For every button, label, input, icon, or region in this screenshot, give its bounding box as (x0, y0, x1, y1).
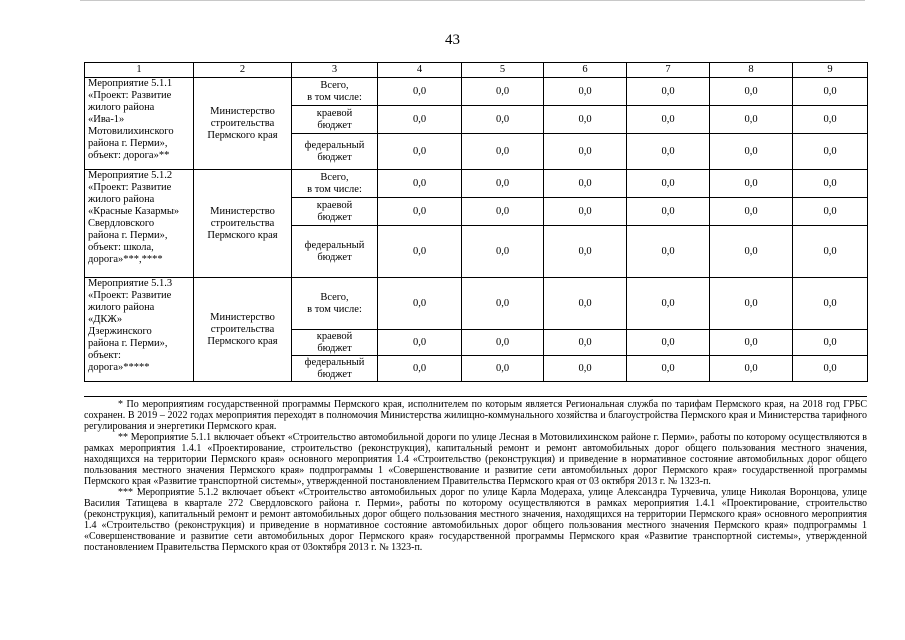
measure-name-line: жилого района (88, 194, 155, 205)
measure-name-line: жилого района (88, 302, 155, 313)
measure-name-line: объект: дорога»** (88, 150, 170, 161)
value-cell: 0,0 (544, 226, 627, 278)
value-cell: 0,0 (462, 106, 544, 134)
value-cell: 0,0 (462, 78, 544, 106)
funding-source-line: бюджет (317, 211, 352, 223)
funding-source-cell (292, 106, 378, 134)
column-header: 2 (194, 63, 292, 78)
value-cell: 0,0 (710, 278, 793, 330)
value-cell: 0,0 (462, 134, 544, 170)
value-cell: 0,0 (627, 198, 710, 226)
funding-source-line: в том числе: (307, 183, 362, 195)
funding-source-cell (292, 226, 378, 278)
funding-source-line: бюджет (317, 251, 352, 263)
footnotes-divider (84, 396, 867, 397)
measure-name-line: объект: (88, 350, 121, 361)
funding-source-cell (292, 198, 378, 226)
value-cell: 0,0 (462, 226, 544, 278)
executor-line: строительства (210, 323, 275, 335)
measure-name-line: Мероприятие 5.1.3 (88, 278, 173, 289)
value-cell: 0,0 (544, 78, 627, 106)
measure-name-line: «Проект: Развитие (88, 182, 172, 193)
funding-source-line: в том числе: (307, 303, 362, 315)
value-cell: 0,0 (378, 278, 462, 330)
measure-name-line: «ДКЖ» (88, 314, 123, 325)
funding-source-cell (292, 278, 378, 330)
executor-line: Пермского края (207, 129, 278, 141)
value-cell: 0,0 (378, 134, 462, 170)
value-cell: 0,0 (544, 170, 627, 198)
funding-source-cell (292, 78, 378, 106)
column-header: 4 (378, 63, 462, 78)
funding-source-line: Всего, (320, 291, 349, 303)
measure-name-line: дорога»***,**** (88, 254, 163, 265)
executor-line: Пермского края (207, 229, 278, 241)
value-cell: 0,0 (710, 330, 793, 356)
value-cell: 0,0 (627, 134, 710, 170)
funding-source-cell (292, 134, 378, 170)
measure-name-line: «Красные Казармы» (88, 206, 180, 217)
footnotes (84, 399, 867, 553)
measure-name-line: Мероприятие 5.1.2 (88, 170, 173, 181)
table-row (85, 170, 868, 198)
value-cell: 0,0 (793, 330, 868, 356)
column-header: 8 (710, 63, 793, 78)
measure-name-line: Дзержинского (88, 326, 152, 337)
measure-name-line: объект: школа, (88, 242, 154, 253)
column-header: 7 (627, 63, 710, 78)
value-cell: 0,0 (544, 356, 627, 382)
value-cell: 0,0 (378, 170, 462, 198)
value-cell: 0,0 (627, 106, 710, 134)
column-header: 9 (793, 63, 868, 78)
value-cell: 0,0 (710, 134, 793, 170)
measure-name-cell (85, 278, 194, 382)
funding-source-line: федеральный (304, 356, 365, 368)
value-cell: 0,0 (627, 356, 710, 382)
value-cell: 0,0 (462, 278, 544, 330)
funding-source-line: бюджет (317, 119, 352, 131)
value-cell: 0,0 (710, 356, 793, 382)
measure-name-line: района г. Перми», (88, 338, 168, 349)
executor-line: Министерство (210, 205, 275, 217)
table-row (85, 278, 868, 330)
measure-name-line: Мотовилихинского (88, 126, 174, 137)
column-header: 3 (292, 63, 378, 78)
measure-name-line: «Проект: Развитие (88, 90, 172, 101)
value-cell: 0,0 (462, 356, 544, 382)
top-border-line (80, 0, 865, 1)
value-cell: 0,0 (544, 134, 627, 170)
value-cell: 0,0 (793, 278, 868, 330)
value-cell: 0,0 (544, 106, 627, 134)
value-cell: 0,0 (710, 106, 793, 134)
executor-cell (194, 278, 292, 382)
funding-source-line: краевой (316, 199, 353, 211)
value-cell: 0,0 (462, 170, 544, 198)
value-cell: 0,0 (627, 78, 710, 106)
measure-name-cell (85, 170, 194, 278)
footnote: * По мероприятиям государственной программы Пермского края, исполнителем по которым является Региональная служба по тарифам Пермского края, на 2018 год ГРБС сохранен. В 2019 – 2022 годах мероприятия переходят в полномочия Министерства жилищно-коммунального хозяйства и благоустройства Пермского края и Министерства тарифного регулирования и энергетики Пермского края. (84, 399, 867, 432)
funding-source-line: в том числе: (307, 91, 362, 103)
measure-name-line: Свердловского (88, 218, 155, 229)
value-cell: 0,0 (378, 78, 462, 106)
value-cell: 0,0 (544, 198, 627, 226)
funding-source-line: федеральный (304, 139, 365, 151)
measure-name-line: «Проект: Развитие (88, 290, 172, 301)
funding-source-line: Всего, (320, 79, 349, 91)
value-cell: 0,0 (710, 170, 793, 198)
funding-source-line: бюджет (317, 342, 352, 354)
value-cell: 0,0 (710, 198, 793, 226)
value-cell: 0,0 (378, 106, 462, 134)
funding-source-line: бюджет (317, 151, 352, 163)
value-cell: 0,0 (793, 78, 868, 106)
page-number: 43 (445, 32, 460, 48)
value-cell: 0,0 (462, 198, 544, 226)
value-cell: 0,0 (462, 330, 544, 356)
value-cell: 0,0 (710, 78, 793, 106)
budget-table (84, 62, 868, 382)
measure-name-line: «Ива-1» (88, 114, 125, 125)
value-cell: 0,0 (544, 278, 627, 330)
funding-source-cell (292, 356, 378, 382)
executor-line: Министерство (210, 311, 275, 323)
footnote: ** Мероприятие 5.1.1 включает объект «Строительство автомобильной дороги по улице Лесная в Мотовилихинском районе г. Перми», работы по которому осуществляются в рамках мероприятия 1.4.1 «Проектирование, строительство (реконструкция), капитальный ремонт и ремонт автомобильных дорог общего пользования местного значения, находящихся на территории Пермского края» основного мероприятия 1.4 «Строительство (реконструкция) и приведение в нормативное состояние автомобильных дорог общего пользования местного значения Пермского края» подпрограммы 1 «Совершенствование и развитие сети автомобильных дорог Пермского края» государственной программы Пермского края «Развитие транспортной системы», утвержденной постановлением Правительства Пермского края от 03 октября 2013 г. № 1323-п. (84, 432, 867, 487)
executor-cell (194, 78, 292, 170)
funding-source-cell (292, 330, 378, 356)
value-cell: 0,0 (627, 330, 710, 356)
value-cell: 0,0 (793, 198, 868, 226)
value-cell: 0,0 (710, 226, 793, 278)
value-cell: 0,0 (627, 170, 710, 198)
table-row (85, 78, 868, 106)
value-cell: 0,0 (378, 226, 462, 278)
executor-cell (194, 170, 292, 278)
executor-line: Пермского края (207, 335, 278, 347)
funding-source-line: федеральный (304, 239, 365, 251)
value-cell: 0,0 (793, 134, 868, 170)
measure-name-line: Мероприятие 5.1.1 (88, 78, 173, 89)
value-cell: 0,0 (793, 170, 868, 198)
measure-name-cell (85, 78, 194, 170)
value-cell: 0,0 (378, 330, 462, 356)
footnote: *** Мероприятие 5.1.2 включает объект «Строительство автомобильных дорог по улице Карла Модераха, улице Александра Турчевича, улице Николая Воронцова, улице Василия Татищева в квартале 272 Свердловского района г. Перми», работы по которому осуществляются в рамках мероприятия 1.4.1 «Проектирование, строительство (реконструкция), капитальный ремонт и ремонт автомобильных дорог общего пользования местного значения, находящихся на территории Пермского края» основного мероприятия 1.4 «Строительство (реконструкция) и приведение в нормативное состояние автомобильных дорог общего пользования местного значения Пермского края» подпрограммы 1 «Совершенствование и развитие сети автомобильных дорог Пермского края» государственной программы Пермского края «Развитие транспортной системы», утвержденной постановлением Правительства Пермского края от 03октября 2013 г. № 1323-п. (84, 487, 867, 553)
value-cell: 0,0 (793, 226, 868, 278)
value-cell: 0,0 (627, 226, 710, 278)
value-cell: 0,0 (793, 356, 868, 382)
column-header: 5 (462, 63, 544, 78)
executor-line: строительства (210, 217, 275, 229)
table-body (85, 78, 868, 382)
value-cell: 0,0 (378, 198, 462, 226)
executor-line: Министерство (210, 105, 275, 117)
value-cell: 0,0 (544, 330, 627, 356)
executor-line: строительства (210, 117, 275, 129)
funding-source-line: краевой (316, 330, 353, 342)
funding-source-cell (292, 170, 378, 198)
value-cell: 0,0 (627, 278, 710, 330)
funding-source-line: краевой (316, 107, 353, 119)
value-cell: 0,0 (378, 356, 462, 382)
measure-name-line: дорога»***** (88, 362, 150, 373)
measure-name-line: района г. Перми», (88, 138, 168, 149)
measure-name-line: жилого района (88, 102, 155, 113)
column-header: 1 (85, 63, 194, 78)
table-header-row (85, 63, 868, 78)
funding-source-line: Всего, (320, 171, 349, 183)
column-header: 6 (544, 63, 627, 78)
funding-source-line: бюджет (317, 368, 352, 380)
measure-name-line: района г. Перми», (88, 230, 168, 241)
value-cell: 0,0 (793, 106, 868, 134)
